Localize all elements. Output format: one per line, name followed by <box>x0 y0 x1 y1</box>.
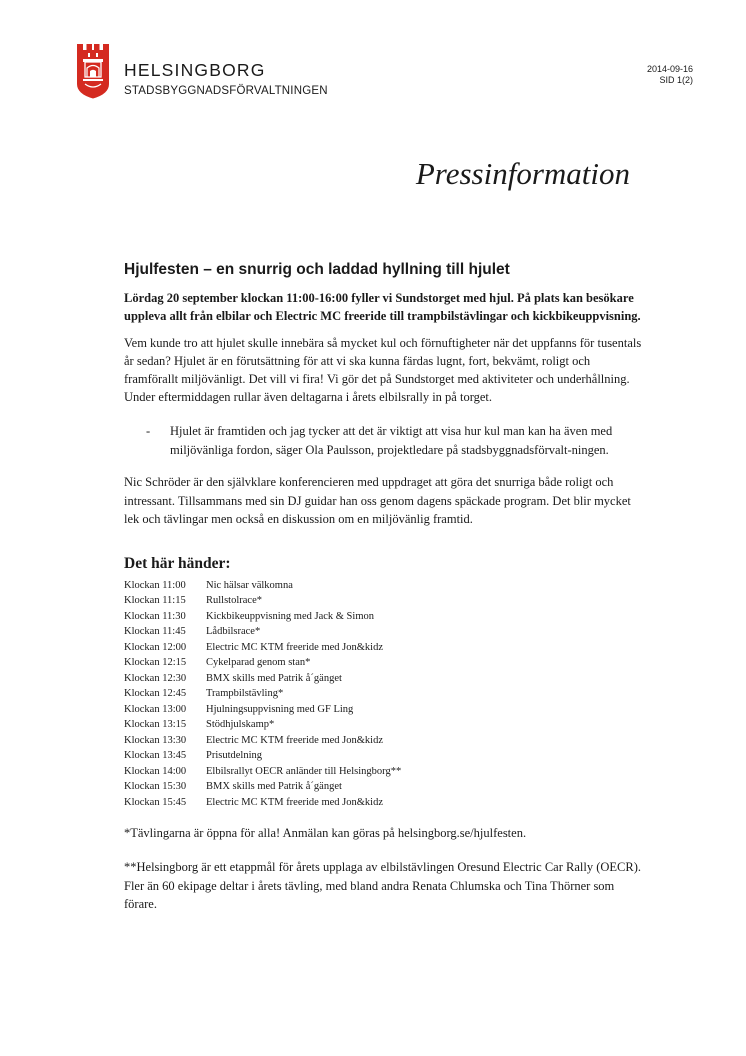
schedule-time: Klockan 13:30 <box>124 734 187 746</box>
schedule-event: Nic hälsar välkomna <box>206 579 293 591</box>
schedule-title: Det här händer: <box>124 554 231 572</box>
document-meta <box>647 64 693 86</box>
schedule-event: Elbilsrallyt OECR anländer till Helsingborg** <box>206 765 402 777</box>
footnote-competitions: *Tävlingarna är öppna för alla! Anmälan kan göras på helsingborg.se/hjulfesten. <box>124 826 527 840</box>
schedule-event: Electric MC KTM freeride med Jon&kidz <box>206 641 383 653</box>
quote-block <box>124 422 644 459</box>
department-name: STADSBYGGNADSFÖRVALTNINGEN <box>124 85 328 97</box>
schedule-time: Klockan 15:30 <box>124 781 187 792</box>
schedule-time: Klockan 12:00 <box>124 641 187 653</box>
schedule-event: Rullstolrace* <box>206 595 262 606</box>
schedule-item <box>124 702 644 718</box>
schedule-item <box>124 733 644 749</box>
schedule-item <box>124 795 644 811</box>
body-paragraph-2: Nic Schröder är den självklare konferencieren med uppdraget att göra det snurriga både roligt och intressant. Tillsammans med sin DJ guidar han oss genom dagens späckade program. Det blir mycket lek och tävlingar men också en diskussion om en miljövänlig framtid. <box>124 475 631 526</box>
organization-name: HELSINGBORG <box>124 60 266 80</box>
schedule-item <box>124 593 644 609</box>
schedule-time: Klockan 13:45 <box>124 750 187 761</box>
body-paragraph-1: Vem kunde tro att hjulet skulle innebära så mycket kul och förnuftigheter när det uppfanns för tusentals år sedan? Hjulet är en förutsättning för att vi ska kunna färdas lugnt, fort, bekvämt, roligt och framförallt miljövänligt. Det vill vi fira! Vi gör det på Sundstorget med aktiviteter och underhållning. Under eftermiddagen rullar även deltagarna i årets elbilsrally in på torget. <box>124 336 642 404</box>
schedule-item <box>124 764 644 780</box>
schedule-time: Klockan 13:00 <box>124 703 187 715</box>
schedule-item <box>124 748 644 764</box>
schedule-time: Klockan 11:45 <box>124 626 186 637</box>
schedule-list <box>124 578 644 811</box>
schedule-item <box>124 624 644 640</box>
schedule-event: Electric MC KTM freeride med Jon&kidz <box>206 796 383 808</box>
schedule-time: Klockan 13:15 <box>124 719 187 730</box>
schedule-event: Lådbilsrace* <box>206 626 261 637</box>
schedule-time: Klockan 12:45 <box>124 688 187 699</box>
schedule-time: Klockan 15:45 <box>124 796 187 808</box>
schedule-time: Klockan 11:30 <box>124 610 186 622</box>
schedule-event: BMX skills med Patrik å´gänget <box>206 672 342 684</box>
article-lead: Lördag 20 september klockan 11:00-16:00 fyller vi Sundstorget med hjul. På plats kan besökare uppleva allt från elbilar och Electric MC freeride till trampbilstävlingar och kickbikeuppvisning. <box>124 291 641 323</box>
schedule-item <box>124 671 644 687</box>
schedule-time: Klockan 11:00 <box>124 579 186 591</box>
schedule-item <box>124 640 644 656</box>
schedule-time: Klockan 14:00 <box>124 765 187 777</box>
document-date: 2014-09-16 <box>646 64 693 74</box>
schedule-item <box>124 655 644 671</box>
schedule-time: Klockan 12:30 <box>124 672 187 684</box>
schedule-time: Klockan 12:15 <box>124 657 187 668</box>
quote-text: Hjulet är framtiden och jag tycker att det är viktigt att visa hur kul man kan ha även med miljövänliga fordon, säger Ola Paulsson, projektledare på stadsbyggnadsförvalt-ningen. <box>170 424 613 457</box>
schedule-event: BMX skills med Patrik å´gänget <box>206 781 342 792</box>
footnote-rally: **Helsingborg är ett etappmål för årets upplaga av elbilstävlingen Oresund Electric Car Rally (OECR). Fler än 60 ekipage deltar i årets tävling, med bland andra Renata Chlumska och Tina Thörner som förare. <box>124 860 641 911</box>
schedule-item <box>124 578 644 594</box>
schedule-event: Prisutdelning <box>206 750 263 761</box>
schedule-item <box>124 779 644 795</box>
schedule-event: Stödhjulskamp* <box>206 719 275 730</box>
article <box>124 260 644 914</box>
schedule-item <box>124 609 644 625</box>
schedule-event: Trampbilstävling* <box>206 688 284 699</box>
document-title: Pressinformation <box>415 156 630 191</box>
schedule-item <box>124 686 644 702</box>
schedule-event: Kickbikeuppvisning med Jack & Simon <box>206 610 374 622</box>
helsingborg-crest-logo <box>76 43 110 99</box>
schedule-time: Klockan 11:15 <box>124 595 186 606</box>
page-number: SID 1(2) <box>659 75 693 85</box>
schedule-event: Electric MC KTM freeride med Jon&kidz <box>206 734 383 746</box>
schedule-event: Hjulningsuppvisning med GF Ling <box>206 703 354 715</box>
quote-dash: - <box>146 424 151 438</box>
schedule-event: Cykelparad genom stan* <box>206 657 311 668</box>
article-headline: Hjulfesten – en snurrig och laddad hyllning till hjulet <box>124 261 510 278</box>
schedule-item <box>124 717 644 733</box>
